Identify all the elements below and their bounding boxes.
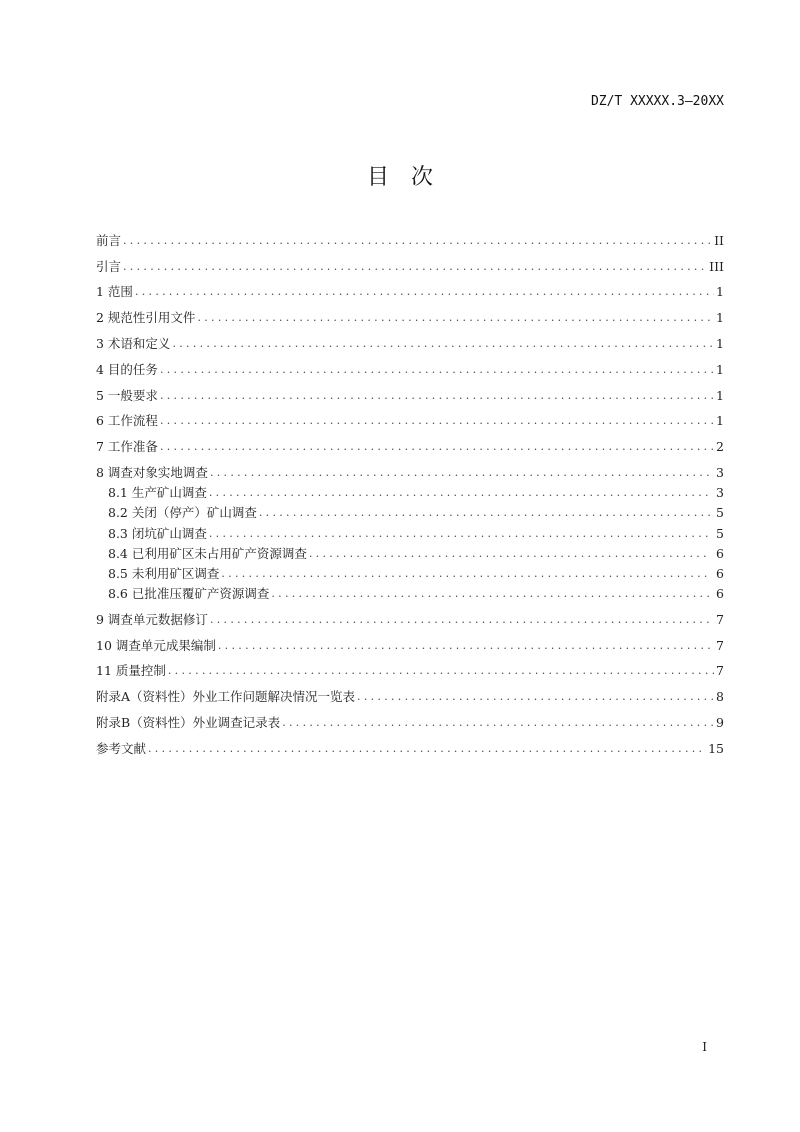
leader-dots xyxy=(282,716,714,730)
toc-label: 8.4 已利用矿区未占用矿产资源调查 xyxy=(108,545,307,561)
toc-page-number: 6 xyxy=(716,586,724,602)
toc-label: 8 调查对象实地调查 xyxy=(96,464,208,480)
toc-label: 6 工作流程 xyxy=(96,413,158,429)
toc-page-number: 3 xyxy=(716,464,724,480)
toc-page-number: 1 xyxy=(716,387,724,403)
toc-entry-8-2[interactable] xyxy=(96,500,724,520)
toc-label: 前言 xyxy=(96,232,122,248)
toc-label: 7 工作准备 xyxy=(96,439,158,455)
toc-page-number: 8 xyxy=(716,689,724,705)
leader-dots xyxy=(221,567,710,581)
toc-entry-8[interactable] xyxy=(96,454,724,480)
toc-label: 8.3 闭坑矿山调查 xyxy=(108,525,207,541)
toc-entry-9[interactable] xyxy=(96,601,724,627)
leader-dots xyxy=(160,363,714,377)
toc-page-number: 7 xyxy=(716,611,724,627)
toc-page-number: 6 xyxy=(716,545,724,561)
toc-page-number: III xyxy=(709,258,724,274)
toc-label: 5 一般要求 xyxy=(96,387,158,403)
leader-dots xyxy=(123,260,707,274)
toc-entry-8-5[interactable] xyxy=(96,561,724,581)
toc-entry-2[interactable] xyxy=(96,299,724,325)
toc-page-number: 1 xyxy=(716,335,724,351)
toc-label: 参考文献 xyxy=(96,740,147,756)
toc-page-number: 6 xyxy=(716,565,724,581)
leader-dots xyxy=(259,506,710,520)
leader-dots xyxy=(210,466,714,480)
toc-entry-references[interactable] xyxy=(96,730,724,756)
toc-label: 10 调查单元成果编制 xyxy=(96,637,216,653)
toc-entry-3[interactable] xyxy=(96,325,724,351)
page-number: I xyxy=(702,1040,707,1054)
leader-dots xyxy=(160,389,714,403)
leader-dots xyxy=(271,587,710,601)
toc-entry-appendix-b[interactable] xyxy=(96,704,724,730)
leader-dots xyxy=(160,440,714,454)
toc-entry-introduction[interactable] xyxy=(96,248,724,274)
toc-page-number: 1 xyxy=(716,310,724,326)
toc-label: 8.5 未利用矿区调查 xyxy=(108,565,220,581)
toc-entry-8-3[interactable] xyxy=(96,520,724,540)
toc-page-number: 3 xyxy=(716,485,724,501)
toc-label: 1 范围 xyxy=(96,284,133,300)
toc-page-number: 1 xyxy=(716,413,724,429)
toc-page-number: II xyxy=(714,232,724,248)
toc-entry-11[interactable] xyxy=(96,653,724,679)
leader-dots xyxy=(309,547,710,561)
leader-dots xyxy=(209,486,710,500)
toc-label: 附录B（资料性）外业调查记录表 xyxy=(96,715,281,731)
toc-page-number: 1 xyxy=(716,284,724,300)
leader-dots xyxy=(357,690,714,704)
toc-entry-foreword[interactable] xyxy=(96,222,724,248)
table-of-contents xyxy=(96,222,724,756)
document-code: DZ/T XXXXX.3—20XX xyxy=(590,94,724,109)
toc-page-number: 7 xyxy=(716,663,724,679)
toc-page-number: 7 xyxy=(716,637,724,653)
toc-entry-6[interactable] xyxy=(96,403,724,429)
leader-dots xyxy=(210,613,714,627)
toc-entry-4[interactable] xyxy=(96,351,724,377)
toc-page-number: 5 xyxy=(716,505,724,521)
leader-dots xyxy=(197,311,714,325)
toc-page-number: 5 xyxy=(716,525,724,541)
toc-label: 4 目的任务 xyxy=(96,361,158,377)
leader-dots xyxy=(218,639,714,653)
toc-entry-5[interactable] xyxy=(96,377,724,403)
toc-label: 8.2 关闭（停产）矿山调查 xyxy=(108,505,257,521)
leader-dots xyxy=(168,664,714,678)
toc-label: 附录A（资料性）外业工作问题解决情况一览表 xyxy=(96,689,356,705)
toc-entry-appendix-a[interactable] xyxy=(96,678,724,704)
toc-label: 8.1 生产矿山调查 xyxy=(108,485,207,501)
toc-entry-1[interactable] xyxy=(96,274,724,300)
toc-entry-10[interactable] xyxy=(96,627,724,653)
leader-dots xyxy=(135,285,714,299)
toc-entry-8-1[interactable] xyxy=(96,480,724,500)
leader-dots xyxy=(209,527,710,541)
toc-page-number: 9 xyxy=(716,715,724,731)
toc-page-number: 2 xyxy=(716,439,724,455)
leader-dots xyxy=(172,337,714,351)
leader-dots xyxy=(123,234,712,248)
toc-label: 引言 xyxy=(96,258,122,274)
toc-label: 9 调查单元数据修订 xyxy=(96,611,208,627)
toc-entry-8-4[interactable] xyxy=(96,541,724,561)
leader-dots xyxy=(148,742,706,756)
leader-dots xyxy=(160,414,714,428)
toc-label: 8.6 已批准压覆矿产资源调查 xyxy=(108,586,270,602)
toc-page-number: 1 xyxy=(716,361,724,377)
page-title: 目次 xyxy=(366,165,455,190)
toc-label: 3 术语和定义 xyxy=(96,335,171,351)
toc-entry-8-6[interactable] xyxy=(96,581,724,601)
toc-label: 2 规范性引用文件 xyxy=(96,310,196,326)
toc-page-number: 15 xyxy=(708,740,724,756)
toc-label: 11 质量控制 xyxy=(96,663,166,679)
toc-entry-7[interactable] xyxy=(96,428,724,454)
